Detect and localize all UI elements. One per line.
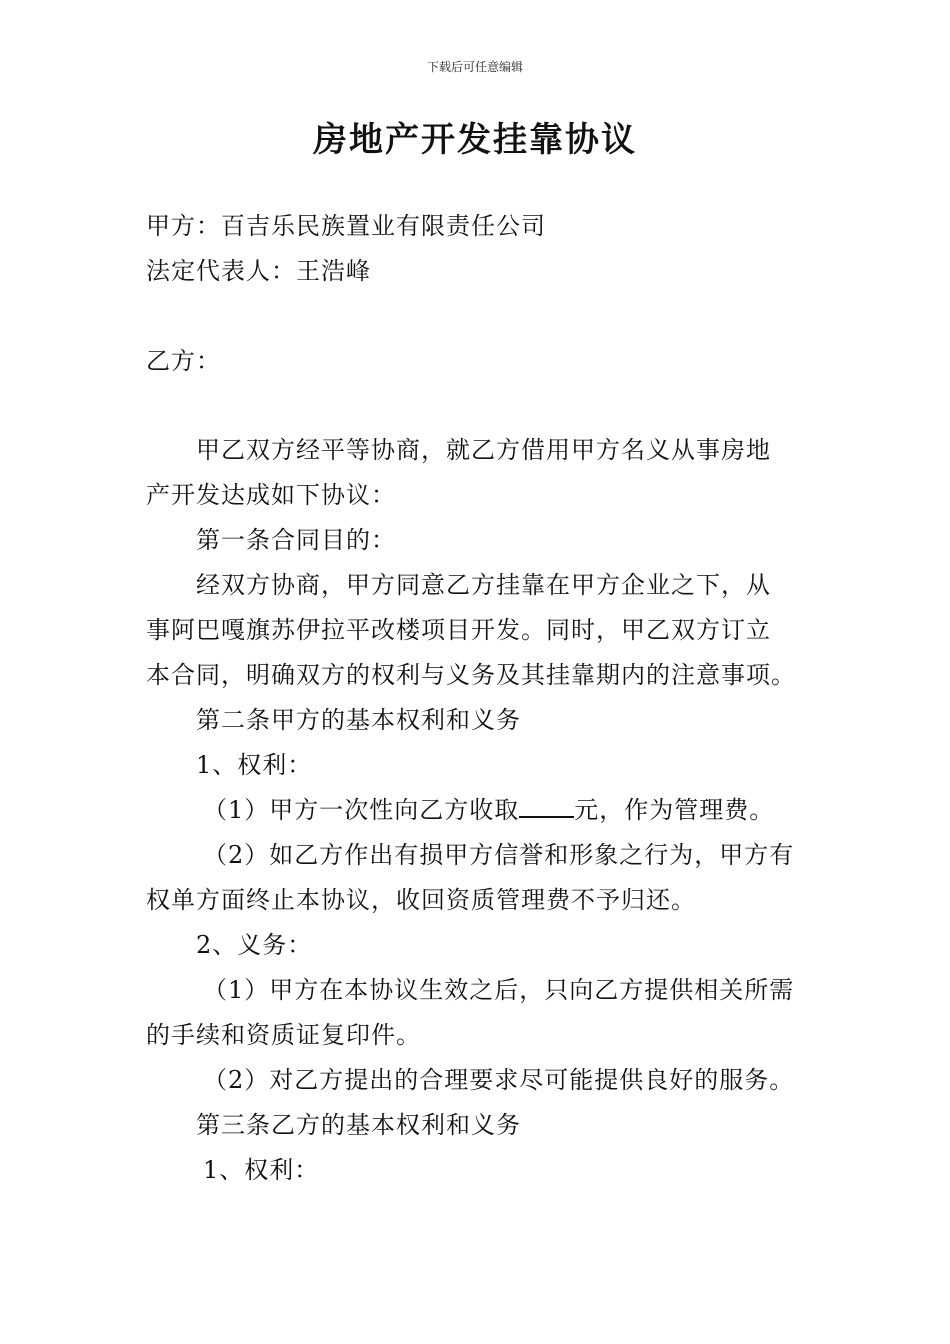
- intro-line-2: 产开发达成如下协议：: [146, 481, 396, 509]
- intro-line-1: 甲乙双方经平等协商，就乙方借用甲方名义从事房地: [196, 436, 771, 464]
- article-1-line-1: 经双方协商，甲方同意乙方挂靠在甲方企业之下，从: [196, 571, 771, 599]
- article-2-title: 第二条甲方的基本权利和义务: [196, 706, 521, 734]
- article-2-right-1: [203, 794, 774, 826]
- article-2-right-1-suffix: 元，作为管理费。: [574, 796, 775, 824]
- article-2-duty-1-line-2: 的手续和资质证复印件。: [146, 1021, 421, 1049]
- article-2-right-2-line-1: （2）如乙方作出有损甲方信誉和形象之行为，甲方有: [203, 841, 795, 869]
- party-b: 乙方：: [146, 347, 221, 375]
- article-2-duty-1-line-1: （1）甲方在本协议生效之后，只向乙方提供相关所需: [203, 976, 795, 1004]
- article-2-rights-heading: 1、权利：: [196, 751, 313, 779]
- article-2-right-1-text: （1）甲方一次性向乙方收取: [203, 796, 520, 824]
- article-1-line-3: 本合同，明确双方的权利与义务及其挂靠期内的注意事项。: [146, 661, 796, 689]
- fee-blank: [519, 794, 574, 818]
- document-title: 房地产开发挂靠协议: [313, 120, 637, 160]
- article-2-duties-heading: 2、义务：: [196, 931, 313, 959]
- article-3-title: 第三条乙方的基本权利和义务: [196, 1111, 521, 1139]
- article-2-duty-2: （2）对乙方提出的合理要求尽可能提供良好的服务。: [203, 1066, 795, 1094]
- article-1-title: 第一条合同目的：: [196, 526, 396, 554]
- article-2-right-2-line-2: 权单方面终止本协议，收回资质管理费不予归还。: [146, 886, 696, 914]
- legal-representative: 法定代表人：王浩峰: [146, 257, 371, 285]
- party-a: 甲方：百吉乐民族置业有限责任公司: [146, 212, 546, 240]
- article-3-rights-heading: 1、权利：: [203, 1156, 320, 1184]
- header-note: 下载后可任意编辑: [426, 60, 523, 74]
- article-1-line-2: 事阿巴嘎旗苏伊拉平改楼项目开发。同时，甲乙双方订立: [146, 616, 771, 644]
